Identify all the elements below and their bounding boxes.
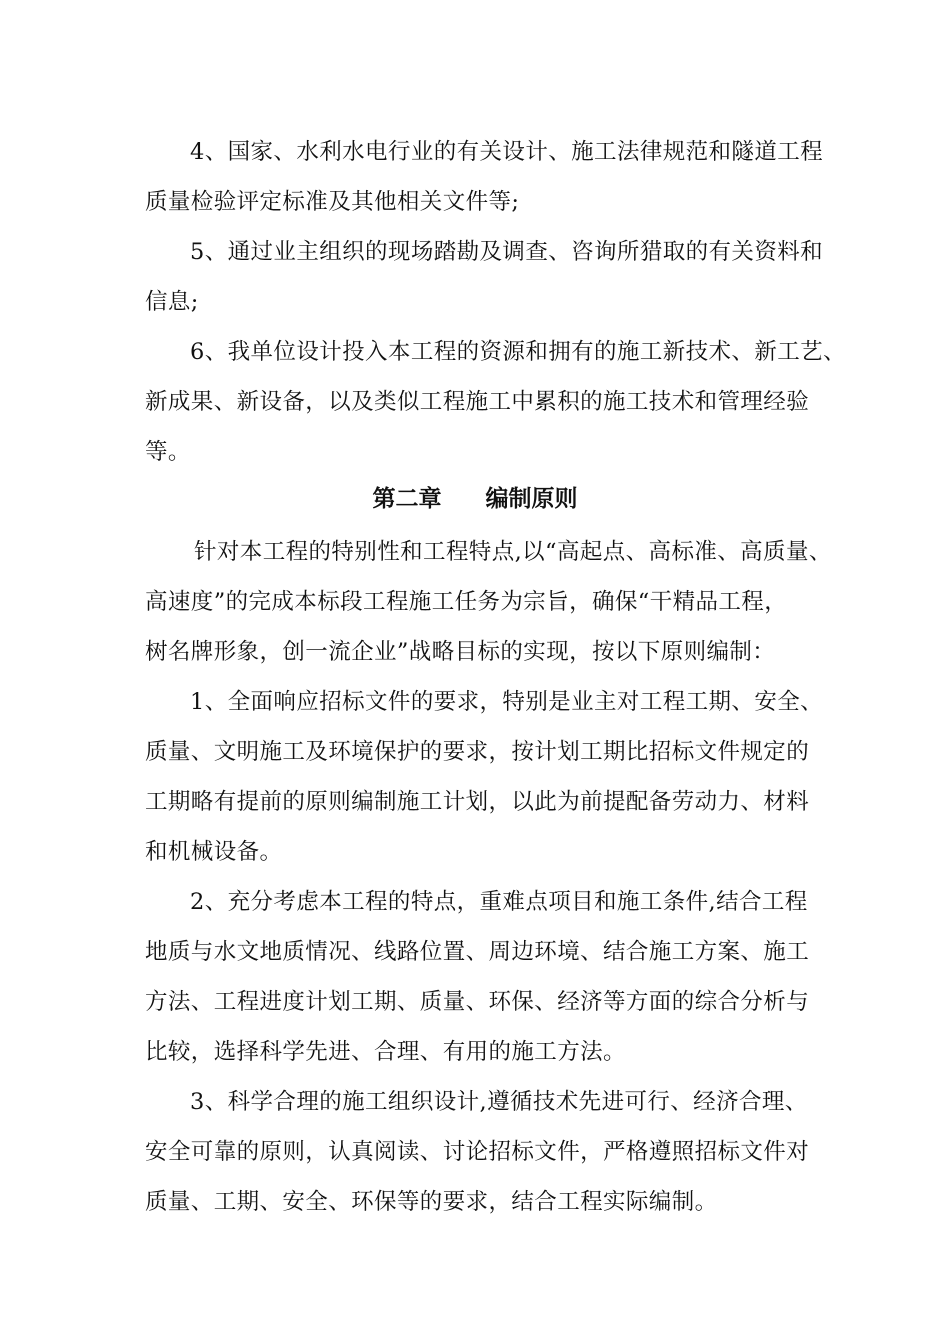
paragraph-5-line-2: 信息; bbox=[145, 289, 199, 315]
intro-line-3: 树名牌形象，创一流企业”战略目标的实现，按以下原则编制： bbox=[145, 639, 776, 665]
principle-2-line-4: 比较，选择科学先进、合理、有用的施工方法。 bbox=[145, 1039, 626, 1065]
paragraph-6-line-3: 等。 bbox=[145, 439, 191, 465]
paragraph-4-line-2: 质量检验评定标准及其他相关文件等; bbox=[145, 189, 520, 215]
chapter-title: 编制原则 bbox=[485, 485, 578, 512]
principle-3-line-2: 安全可靠的原则，认真阅读、讨论招标文件，严格遵照招标文件对 bbox=[145, 1139, 810, 1165]
principle-2-line-3: 方法、工程进度计划工期、质量、环保、经济等方面的综合分析与 bbox=[145, 989, 810, 1015]
paragraph-6-line-2: 新成果、新设备，以及类似工程施工中累积的施工技术和管理经验 bbox=[145, 389, 810, 415]
paragraph-6-line-1: 6、我单位设计投入本工程的资源和拥有的施工新技术、新工艺、 bbox=[190, 339, 846, 365]
principle-2-line-2: 地质与水文地质情况、线路位置、周边环境、结合施工方案、施工 bbox=[145, 939, 810, 965]
principle-1-line-2: 质量、文明施工及环境保护的要求，按计划工期比招标文件规定的 bbox=[145, 739, 810, 765]
paragraph-5-line-1: 5、通过业主组织的现场踏勘及调查、咨询所猎取的有关资料和 bbox=[190, 239, 824, 265]
principle-1-line-3: 工期略有提前的原则编制施工计划，以此为前提配备劳动力、材料 bbox=[145, 789, 810, 815]
intro-line-1: 针对本工程的特别性和工程特点,以“高起点、高标准、高质量、 bbox=[194, 539, 832, 565]
paragraph-4-line-1: 4、国家、水利水电行业的有关设计、施工法律规范和隧道工程 bbox=[190, 139, 824, 165]
chapter-heading bbox=[0, 484, 950, 514]
principle-1-line-1: 1、全面响应招标文件的要求，特别是业主对工程工期、安全、 bbox=[190, 689, 824, 715]
principle-3-line-1: 3、科学合理的施工组织设计,遵循技术先进可行、经济合理、 bbox=[190, 1089, 808, 1115]
chapter-number: 第二章 bbox=[372, 485, 442, 512]
principle-2-line-1: 2、充分考虑本工程的特点，重难点项目和施工条件,结合工程 bbox=[190, 889, 808, 915]
principle-3-line-3: 质量、工期、安全、环保等的要求，结合工程实际编制。 bbox=[145, 1189, 718, 1215]
principle-1-line-4: 和机械设备。 bbox=[145, 839, 283, 865]
intro-line-2: 高速度”的完成本标段工程施工任务为宗旨，确保“干精品工程， bbox=[145, 589, 788, 615]
